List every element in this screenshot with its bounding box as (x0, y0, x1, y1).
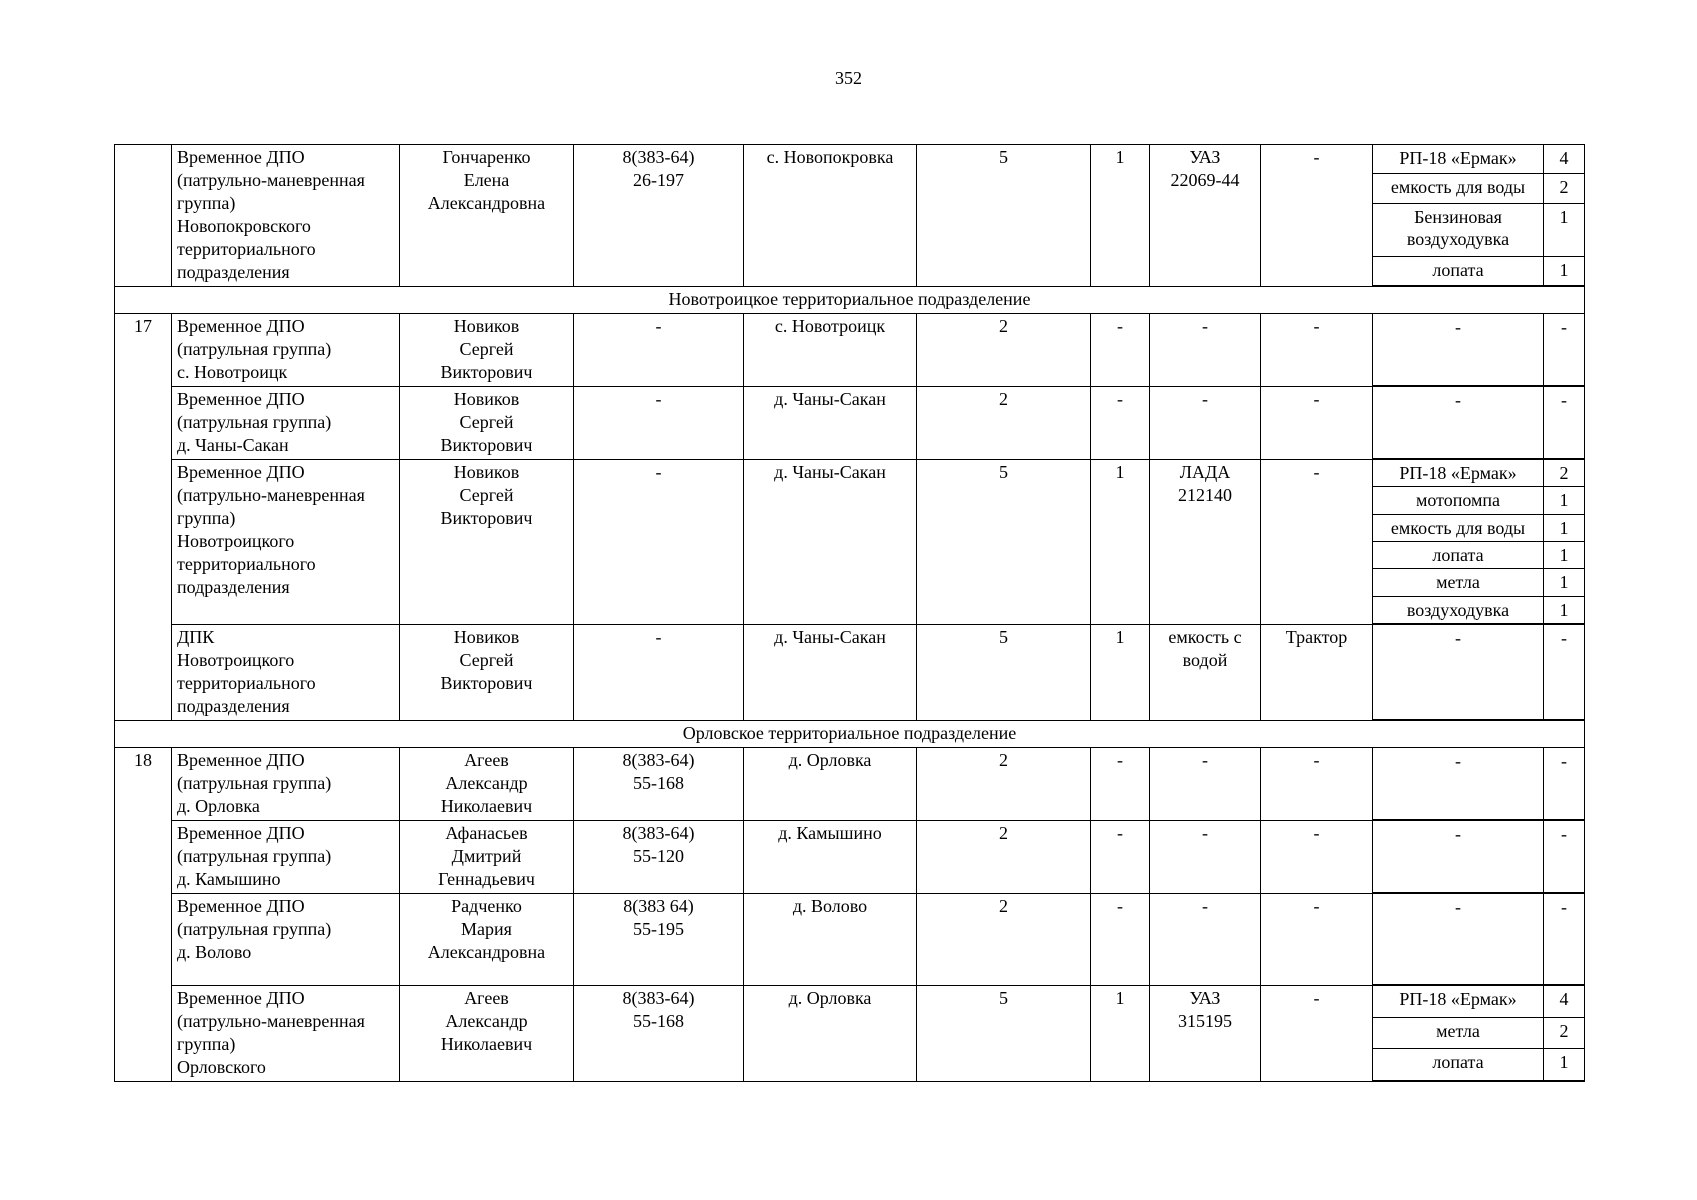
unit-name-line: группа) (177, 1034, 236, 1054)
units-count: - (1091, 748, 1150, 821)
equipment-cell (1373, 145, 1585, 287)
unit-name-line: Временное ДПО (177, 750, 305, 770)
location: с. Новотроицк (744, 314, 917, 387)
location: д. Орловка (744, 986, 917, 1082)
equipment-item (1373, 569, 1584, 596)
equipment-name: - (1373, 625, 1544, 720)
unit-name-line: д. Чаны-Сакан (177, 435, 289, 455)
vehicle-line: емкость с (1168, 627, 1242, 647)
vehicle (1150, 821, 1261, 894)
equipment-list (1373, 625, 1584, 720)
unit-name-line: д. Камышино (177, 869, 281, 889)
equipment-qty: - (1544, 387, 1585, 459)
equipment-qty: - (1544, 748, 1585, 820)
unit-name-line: территориального (177, 239, 316, 259)
phone (574, 821, 744, 894)
units-count: 1 (1091, 145, 1150, 287)
section-row (115, 287, 1585, 314)
equipment-list (1373, 314, 1584, 386)
page-number: 352 (835, 68, 862, 88)
unit-name (172, 145, 400, 287)
equipment-list (1373, 387, 1584, 459)
equipment-qty: 1 (1544, 203, 1585, 256)
section-title: Новотроицкое территориальное подразделение (115, 287, 1585, 314)
row-number: 18 (115, 748, 172, 1082)
location: д. Камышино (744, 821, 917, 894)
equipment-item (1373, 314, 1584, 386)
units-count: 1 (1091, 986, 1150, 1082)
responsible-person-line: Геннадьевич (438, 869, 535, 889)
responsible-person-line: Мария (461, 919, 512, 939)
section-row (115, 721, 1585, 748)
equipment-name: метла (1373, 1017, 1544, 1049)
equipment-item (1373, 894, 1584, 985)
vehicle-line: - (1202, 750, 1208, 770)
unit-name-line: Временное ДПО (177, 462, 305, 482)
responsible-person-line: Александр (445, 1011, 528, 1031)
other-vehicle: - (1261, 387, 1373, 460)
vehicle (1150, 986, 1261, 1082)
phone-line: 8(383-64) (622, 147, 695, 167)
forces-table (114, 144, 1585, 1082)
phone-line: 55-120 (633, 846, 684, 866)
equipment-item (1373, 1017, 1584, 1049)
unit-name (172, 748, 400, 821)
phone (574, 986, 744, 1082)
unit-name-line: Новотроицкого (177, 531, 295, 551)
location: д. Волово (744, 894, 917, 986)
phone-line: 8(383 64) (623, 896, 694, 916)
equipment-name: емкость для воды (1373, 514, 1544, 541)
equipment-qty: - (1544, 625, 1585, 720)
section-title: Орловское территориальное подразделение (115, 721, 1585, 748)
equipment-qty: 1 (1544, 541, 1585, 568)
people-count: 2 (917, 748, 1091, 821)
equipment-item (1373, 748, 1584, 820)
responsible-person-line: Новиков (453, 462, 520, 482)
equipment-name: - (1373, 748, 1544, 820)
equipment-name: - (1373, 314, 1544, 386)
phone (574, 145, 744, 287)
unit-name-line: (патрульно-маневренная (177, 170, 365, 190)
phone-line: 55-195 (633, 919, 684, 939)
unit-name-line: с. Новотроицк (177, 362, 288, 382)
other-vehicle: - (1261, 314, 1373, 387)
equipment-name: лопата (1373, 256, 1544, 285)
row-number: 17 (115, 314, 172, 721)
equipment-list (1373, 821, 1584, 893)
vehicle-line: - (1202, 896, 1208, 916)
responsible-person (400, 894, 574, 986)
unit-name-line: территориального (177, 673, 316, 693)
equipment-item (1373, 514, 1584, 541)
unit-name-line: подразделения (177, 577, 290, 597)
unit-name-line: Временное ДПО (177, 389, 305, 409)
unit-name-line: Новотроицкого (177, 650, 295, 670)
equipment-name: емкость для воды (1373, 174, 1544, 203)
vehicle-line: УАЗ (1189, 147, 1221, 167)
equipment-cell (1373, 894, 1585, 986)
responsible-person (400, 748, 574, 821)
vehicle-line: - (1202, 389, 1208, 409)
equipment-item (1373, 487, 1584, 514)
people-count: 5 (917, 625, 1091, 721)
vehicle (1150, 460, 1261, 625)
equipment-item (1373, 203, 1584, 256)
responsible-person-line: Новиков (453, 316, 520, 336)
equipment-qty: 4 (1544, 145, 1585, 174)
equipment-list (1373, 986, 1584, 1081)
unit-name-line: (патрульная группа) (177, 339, 332, 359)
equipment-item (1373, 596, 1584, 623)
unit-name-line: ДПК (177, 627, 215, 647)
equipment-item (1373, 986, 1584, 1017)
responsible-person-line: Викторович (440, 362, 533, 382)
other-vehicle: - (1261, 145, 1373, 287)
responsible-person-line: Новиков (453, 627, 520, 647)
vehicle-line: - (1202, 316, 1208, 336)
units-count: 1 (1091, 460, 1150, 625)
unit-name (172, 821, 400, 894)
responsible-person (400, 387, 574, 460)
other-vehicle: - (1261, 894, 1373, 986)
responsible-person-line: Афанасьев (445, 823, 528, 843)
equipment-name: - (1373, 821, 1544, 893)
equipment-list (1373, 460, 1584, 624)
responsible-person (400, 314, 574, 387)
equipment-cell (1373, 387, 1585, 460)
people-count: 5 (917, 460, 1091, 625)
equipment-list (1373, 145, 1584, 286)
unit-name-line: (патрульная группа) (177, 846, 332, 866)
vehicle-line: 315195 (1178, 1011, 1232, 1031)
responsible-person-line: Николаевич (440, 1034, 533, 1054)
equipment-list (1373, 748, 1584, 820)
unit-name (172, 460, 400, 625)
phone-line: - (655, 389, 662, 409)
responsible-person-line: Новиков (453, 389, 520, 409)
other-vehicle: - (1261, 821, 1373, 894)
equipment-name: Бензиновая воздуходувка (1373, 203, 1544, 256)
responsible-person-line: Радченко (451, 896, 522, 916)
responsible-person-line: Елена (463, 170, 510, 190)
vehicle-line: - (1202, 823, 1208, 843)
unit-name-line: (патрульная группа) (177, 773, 332, 793)
unit-name-line: Орловского (177, 1057, 266, 1077)
other-vehicle: - (1261, 748, 1373, 821)
equipment-item (1373, 625, 1584, 720)
equipment-qty: 4 (1544, 986, 1585, 1017)
equipment-name: лопата (1373, 541, 1544, 568)
vehicle-line: водой (1182, 650, 1228, 670)
equipment-cell (1373, 625, 1585, 721)
vehicle (1150, 625, 1261, 721)
phone-line: 8(383-64) (622, 823, 695, 843)
phone-line: 55-168 (633, 773, 684, 793)
equipment-qty: - (1544, 821, 1585, 893)
responsible-person-line: Сергей (459, 339, 514, 359)
unit-name-line: (патрульная группа) (177, 919, 332, 939)
equipment-item (1373, 821, 1584, 893)
unit-name-line: д. Орловка (177, 796, 260, 816)
unit-name-line: (патрульно-маневренная (177, 1011, 365, 1031)
unit-name-line: группа) (177, 508, 236, 528)
unit-name-line: Временное ДПО (177, 896, 305, 916)
vehicle-line: 212140 (1178, 485, 1232, 505)
unit-name-line: (патрульная группа) (177, 412, 332, 432)
responsible-person-line: Дмитрий (451, 846, 522, 866)
table-row (115, 145, 1585, 287)
responsible-person-line: Николаевич (440, 796, 533, 816)
location: д. Чаны-Сакан (744, 387, 917, 460)
responsible-person (400, 145, 574, 287)
vehicle (1150, 894, 1261, 986)
people-count: 2 (917, 314, 1091, 387)
location: д. Орловка (744, 748, 917, 821)
unit-name-line: территориального (177, 554, 316, 574)
equipment-qty: 1 (1544, 256, 1585, 285)
equipment-qty: 2 (1544, 460, 1585, 487)
responsible-person-line: Александровна (427, 193, 546, 213)
row-number (115, 145, 172, 287)
people-count: 5 (917, 986, 1091, 1082)
equipment-cell (1373, 748, 1585, 821)
table-row (115, 748, 1585, 821)
responsible-person-line: Агеев (464, 750, 509, 770)
responsible-person-line: Викторович (440, 508, 533, 528)
vehicle (1150, 145, 1261, 287)
people-count: 2 (917, 387, 1091, 460)
equipment-name: РП-18 «Ермак» (1373, 460, 1544, 487)
responsible-person-line: Сергей (459, 650, 514, 670)
equipment-cell (1373, 821, 1585, 894)
unit-name-line: Временное ДПО (177, 988, 305, 1008)
unit-name-line: (патрульно-маневренная (177, 485, 365, 505)
table-row (115, 387, 1585, 460)
unit-name-line: Временное ДПО (177, 823, 305, 843)
equipment-item (1373, 174, 1584, 203)
phone-line: 26-197 (633, 170, 684, 190)
equipment-name: РП-18 «Ермак» (1373, 986, 1544, 1017)
unit-name (172, 387, 400, 460)
unit-name-line: группа) (177, 193, 236, 213)
unit-name (172, 314, 400, 387)
equipment-name: метла (1373, 569, 1544, 596)
phone (574, 387, 744, 460)
equipment-qty: 1 (1544, 1049, 1585, 1081)
equipment-item (1373, 541, 1584, 568)
unit-name-line: Временное ДПО (177, 147, 305, 167)
units-count: 1 (1091, 625, 1150, 721)
equipment-name: РП-18 «Ермак» (1373, 145, 1544, 174)
responsible-person-line: Сергей (459, 412, 514, 432)
location: д. Чаны-Сакан (744, 460, 917, 625)
equipment-name: - (1373, 387, 1544, 459)
other-vehicle: Трактор (1261, 625, 1373, 721)
unit-name (172, 625, 400, 721)
responsible-person-line: Александр (445, 773, 528, 793)
table-row (115, 986, 1585, 1082)
unit-name-line: Новопокровского (177, 216, 311, 236)
other-vehicle: - (1261, 460, 1373, 625)
vehicle (1150, 748, 1261, 821)
phone (574, 460, 744, 625)
phone-line: - (655, 316, 662, 336)
equipment-name: - (1373, 894, 1544, 985)
vehicle (1150, 314, 1261, 387)
vehicle-line: ЛАДА (1179, 462, 1231, 482)
unit-name-line: д. Волово (177, 942, 252, 962)
phone-line: 55-168 (633, 1011, 684, 1031)
equipment-qty: - (1544, 314, 1585, 386)
location: с. Новопокровка (744, 145, 917, 287)
responsible-person-line: Викторович (440, 435, 533, 455)
responsible-person-line: Агеев (464, 988, 509, 1008)
people-count: 2 (917, 894, 1091, 986)
responsible-person (400, 460, 574, 625)
location: д. Чаны-Сакан (744, 625, 917, 721)
equipment-item (1373, 256, 1584, 285)
equipment-name: лопата (1373, 1049, 1544, 1081)
table-row (115, 894, 1585, 986)
table-row (115, 460, 1585, 625)
phone-line: - (655, 627, 662, 647)
equipment-cell (1373, 460, 1585, 625)
equipment-item (1373, 387, 1584, 459)
table-row (115, 821, 1585, 894)
phone (574, 748, 744, 821)
equipment-cell (1373, 314, 1585, 387)
table-row (115, 314, 1585, 387)
phone-line: 8(383-64) (622, 988, 695, 1008)
equipment-qty: 2 (1544, 1017, 1585, 1049)
responsible-person-line: Александровна (427, 942, 546, 962)
responsible-person-line: Гончаренко (442, 147, 531, 167)
equipment-name: мотопомпа (1373, 487, 1544, 514)
units-count: - (1091, 894, 1150, 986)
phone (574, 625, 744, 721)
vehicle-line: 22069-44 (1170, 170, 1240, 190)
equipment-item (1373, 145, 1584, 174)
equipment-qty: 1 (1544, 596, 1585, 623)
equipment-cell (1373, 986, 1585, 1082)
unit-name (172, 986, 400, 1082)
phone (574, 314, 744, 387)
responsible-person (400, 986, 574, 1082)
phone-line: 8(383-64) (622, 750, 695, 770)
unit-name-line: подразделения (177, 262, 290, 282)
responsible-person-line: Викторович (440, 673, 533, 693)
people-count: 5 (917, 145, 1091, 287)
equipment-qty: - (1544, 894, 1585, 985)
unit-name-line: подразделения (177, 696, 290, 716)
equipment-list (1373, 894, 1584, 985)
equipment-item (1373, 1049, 1584, 1081)
other-vehicle: - (1261, 986, 1373, 1082)
vehicle-line: УАЗ (1189, 988, 1221, 1008)
vehicle (1150, 387, 1261, 460)
phone (574, 894, 744, 986)
people-count: 2 (917, 821, 1091, 894)
equipment-qty: 1 (1544, 569, 1585, 596)
unit-name (172, 894, 400, 986)
units-count: - (1091, 314, 1150, 387)
equipment-qty: 1 (1544, 514, 1585, 541)
units-count: - (1091, 387, 1150, 460)
units-count: - (1091, 821, 1150, 894)
responsible-person (400, 821, 574, 894)
equipment-qty: 2 (1544, 174, 1585, 203)
table-row (115, 625, 1585, 721)
equipment-name: воздуходувка (1373, 596, 1544, 623)
phone-line: - (655, 462, 662, 482)
responsible-person-line: Сергей (459, 485, 514, 505)
equipment-qty: 1 (1544, 487, 1585, 514)
equipment-item (1373, 460, 1584, 487)
responsible-person (400, 625, 574, 721)
unit-name-line: Временное ДПО (177, 316, 305, 336)
